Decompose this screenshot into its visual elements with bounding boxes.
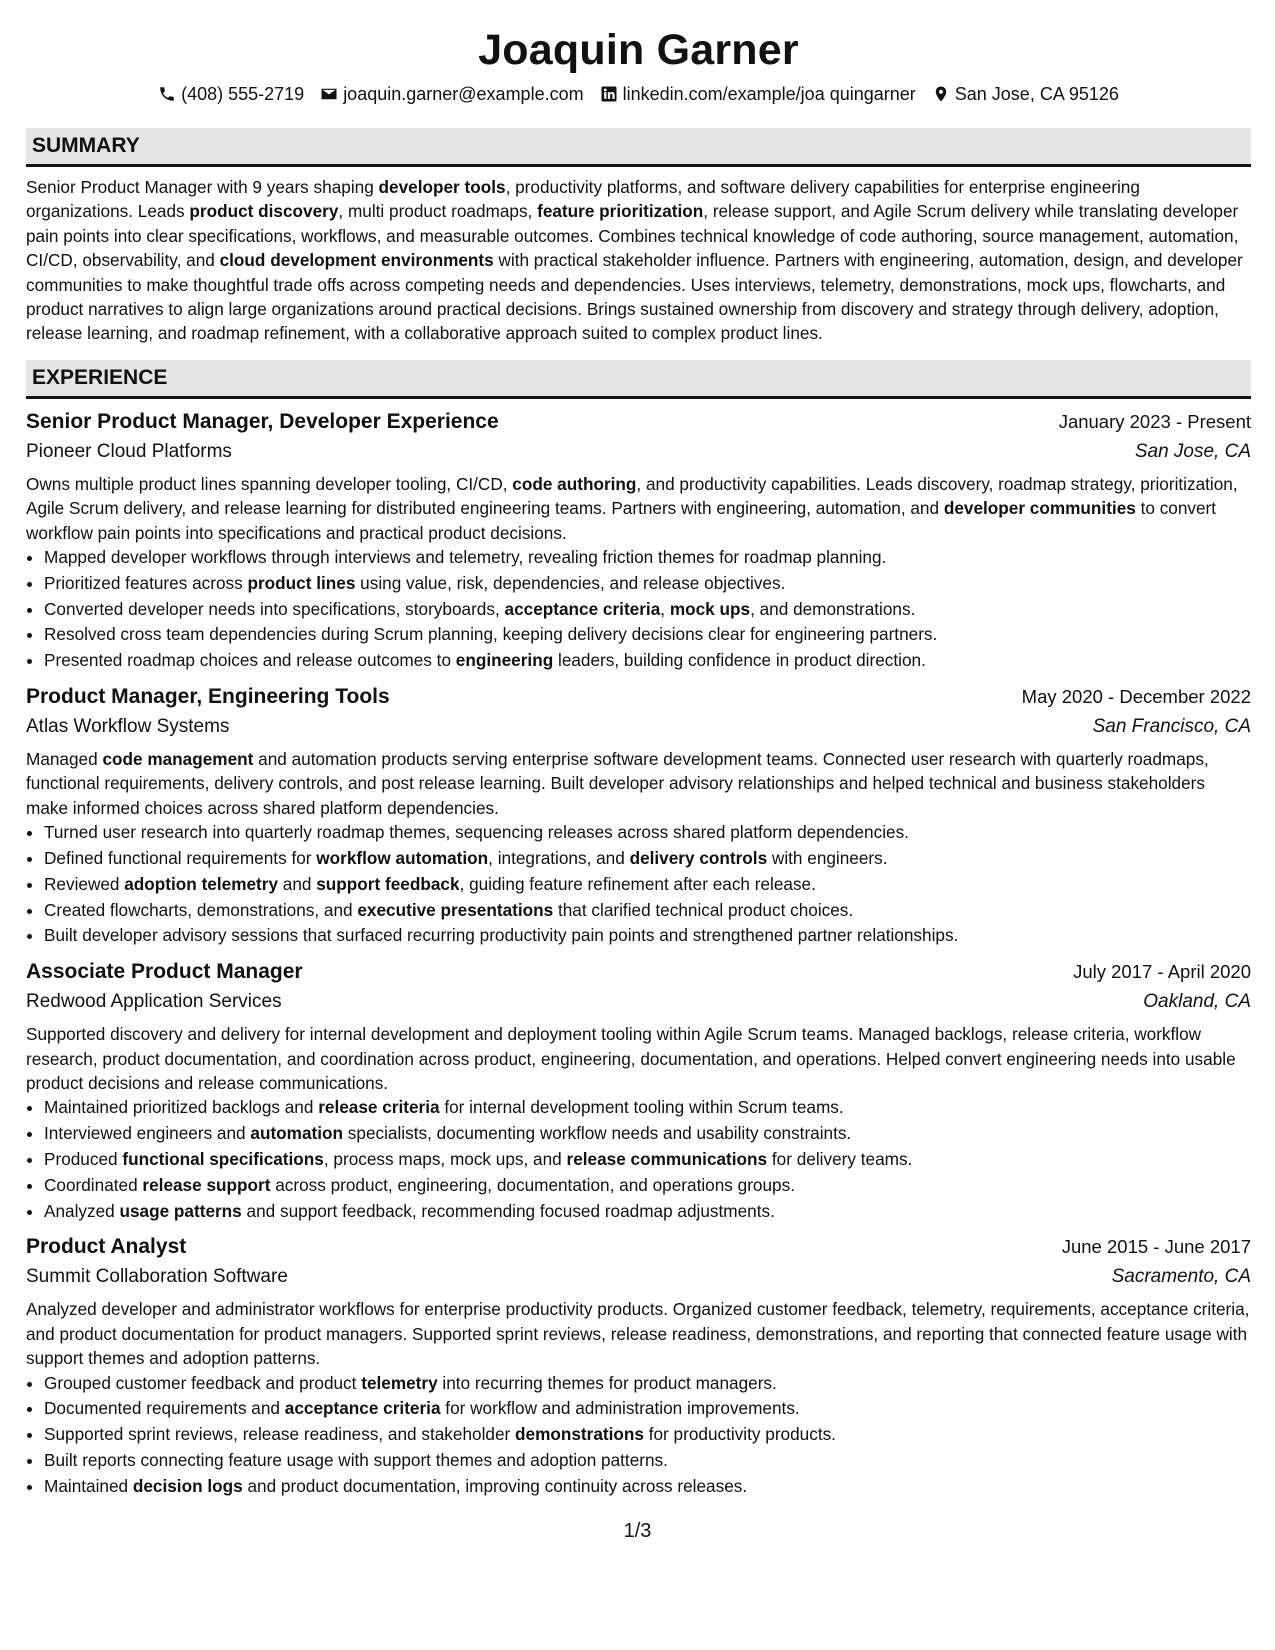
job-entry	[26, 1232, 1251, 1499]
contact-email[interactable]	[320, 84, 583, 105]
emphasis-text: mock ups	[669, 598, 751, 619]
candidate-name: Joaquin Garner	[478, 26, 799, 74]
company-name: Pioneer Cloud Platforms	[26, 440, 232, 462]
job-bullets	[26, 1095, 1251, 1224]
contact-linkedin[interactable]	[600, 84, 916, 105]
job-entry	[26, 957, 1251, 1224]
job-title: Product Analyst	[26, 1235, 187, 1259]
emphasis-text: product discovery	[189, 201, 339, 222]
emphasis-text: acceptance criteria	[504, 598, 661, 619]
page-number: 1/3	[623, 1520, 652, 1542]
job-dates: January 2023 - Present	[1058, 410, 1251, 432]
emphasis-text: engineering	[455, 650, 554, 671]
emphasis-text: automation	[250, 1123, 344, 1144]
emphasis-text: developer communities	[943, 498, 1136, 519]
summary-paragraph: Senior Product Manager with 9 years shaping developer tools, productivity platforms, and software delivery capabilities for enterprise engineering organizations. Leads product discovery, multi product roadmaps, feature prioritization, release support, and Agile Scrum delivery while translating developer pain points into clear specifications, workflows, and measurable outcomes. Combines technical knowledge of code authoring, source management, automation, CI/CD, observability, and cloud development environments with practical stakeholder influence. Partners with engineering, automation, design, and developer communities to make thoughtful trade offs across competing needs and dependencies. Uses interviews, telemetry, demonstrations, mock ups, flowcharts, and product narratives to align large organizations around practical decisions. Brings sustained ownership from discovery and strategy through delivery, adoption, release learning, and roadmap refinement, with a collaborative approach suited to complex product lines.	[26, 177, 1243, 344]
job-entry	[26, 407, 1251, 674]
emphasis-text: delivery controls	[629, 848, 768, 869]
bullet-item: • Prioritized features across product lines using value, risk, dependencies, and release objectives.	[44, 571, 1251, 597]
bullet-item: • Converted developer needs into specifications, storyboards, acceptance criteria, mock ups, and demonstrations.	[44, 597, 1251, 623]
experience-heading: EXPERIENCE	[26, 360, 1251, 399]
job-description: Managed code management and automation products serving enterprise software development teams. Connected user research with quarterly roadmaps, functional requirements, delivery controls, and post release learning. Built developer advisory relationships and helped technical and business stakeholders make informed choices across shared platform dependencies.	[26, 749, 1209, 818]
emphasis-text: product lines	[247, 572, 356, 593]
job-description: Supported discovery and delivery for internal development and deployment tooling within Agile Scrum teams. Managed backlogs, release criteria, workflow research, product documentation, and coordination across product, engineering, documentation, and operations. Helped convert engineering needs into usable product decisions and release communications.	[26, 1024, 1236, 1094]
bullet-item: • Built reports connecting feature usage with support themes and adoption patterns.	[44, 1448, 1251, 1474]
job-dates: June 2015 - June 2017	[1061, 1236, 1251, 1258]
bullet-item: • Built developer advisory sessions that surfaced recurring productivity pain points and strengthened partner relationships.	[44, 923, 1251, 949]
emphasis-text: demonstrations	[515, 1424, 644, 1445]
company-name: Summit Collaboration Software	[26, 1266, 288, 1288]
emphasis-text: code management	[102, 749, 254, 770]
bullet-item: • Reviewed adoption telemetry and support feedback, guiding feature refinement after each release.	[44, 872, 1251, 898]
contact-phone[interactable]	[158, 84, 304, 105]
contact-bar	[26, 82, 1251, 106]
job-title: Associate Product Manager	[26, 960, 303, 984]
job-description: Analyzed developer and administrator workflows for enterprise productivity products. Organized customer feedback, telemetry, requirements, acceptance criteria, and product documentation for product managers. Supported sprint reviews, release readiness, demonstrations, and reporting that connected feature usage with support themes and adoption patterns.	[26, 1299, 1250, 1369]
summary-heading: SUMMARY	[26, 128, 1251, 167]
bullet-item: • Grouped customer feedback and product telemetry into recurring themes for product managers.	[44, 1371, 1251, 1397]
job-description: Owns multiple product lines spanning developer tooling, CI/CD, code authoring, and productivity capabilities. Leads discovery, roadmap strategy, prioritization, Agile Scrum delivery, and release learning for distributed engineering teams. Partners with engineering, automation, and developer communities to convert workflow pain points into specifications and practical product decisions.	[26, 473, 1238, 543]
emphasis-text: usage patterns	[119, 1200, 242, 1221]
bullet-item: • Resolved cross team dependencies during Scrum planning, keeping delivery decisions clear for engineering partners.	[44, 622, 1251, 648]
job-title: Senior Product Manager, Developer Experience	[26, 409, 499, 433]
bullet-item: • Supported sprint reviews, release readiness, and stakeholder demonstrations for productivity products.	[44, 1422, 1251, 1448]
bullet-item: • Produced functional specifications, process maps, mock ups, and release communications for delivery teams.	[44, 1147, 1251, 1173]
phone-icon	[158, 85, 176, 103]
emphasis-text: cloud development environments	[219, 250, 494, 271]
email-text: joaquin.garner@example.com	[343, 83, 584, 104]
emphasis-text: acceptance criteria	[284, 1398, 441, 1419]
bullet-item: • Maintained prioritized backlogs and release criteria for internal development tooling within Scrum teams.	[44, 1095, 1251, 1121]
experience-list	[26, 407, 1251, 1500]
job-title: Product Manager, Engineering Tools	[26, 685, 390, 709]
emphasis-text: telemetry	[361, 1372, 438, 1393]
job-dates: May 2020 - December 2022	[1021, 686, 1251, 708]
bullet-item: • Created flowcharts, demonstrations, and executive presentations that clarified technical product choices.	[44, 898, 1251, 924]
job-location: San Jose, CA	[1134, 440, 1251, 462]
emphasis-text: decision logs	[132, 1475, 243, 1496]
emphasis-text: release criteria	[318, 1097, 440, 1118]
emphasis-text: release support	[142, 1174, 271, 1195]
bullet-item: • Defined functional requirements for workflow automation, integrations, and delivery controls with engineers.	[44, 846, 1251, 872]
emphasis-text: code authoring	[512, 473, 637, 494]
emphasis-text: developer tools	[378, 177, 506, 197]
job-location: San Francisco, CA	[1092, 716, 1251, 738]
bullet-item: • Coordinated release support across product, engineering, documentation, and operations groups.	[44, 1173, 1251, 1199]
bullet-item: • Documented requirements and acceptance criteria for workflow and administration improvements.	[44, 1396, 1251, 1422]
job-dates: July 2017 - April 2020	[1073, 961, 1251, 983]
phone-text: (408) 555-2719	[181, 83, 305, 104]
bullet-item: • Interviewed engineers and automation specialists, documenting workflow needs and usability constraints.	[44, 1121, 1251, 1147]
emphasis-text: workflow automation	[316, 848, 489, 869]
bullet-item: • Mapped developer workflows through interviews and telemetry, revealing friction themes for roadmap planning.	[44, 545, 1251, 571]
contact-location	[932, 84, 1119, 105]
envelope-icon	[320, 85, 338, 103]
job-location: Oakland, CA	[1143, 991, 1251, 1013]
job-bullets	[26, 1371, 1251, 1500]
bullet-item: • Turned user research into quarterly roadmap themes, sequencing releases across shared platform dependencies.	[44, 820, 1251, 846]
emphasis-text: executive presentations	[357, 899, 554, 920]
linkedin-text: linkedin.com/example/joa quingarner	[622, 83, 916, 104]
emphasis-text: release communications	[566, 1149, 768, 1170]
emphasis-text: support feedback	[316, 873, 460, 894]
job-bullets	[26, 545, 1251, 674]
company-name: Redwood Application Services	[26, 991, 282, 1013]
location-text: San Jose, CA 95126	[954, 83, 1119, 104]
emphasis-text: adoption telemetry	[124, 873, 279, 894]
job-entry	[26, 682, 1251, 949]
emphasis-text: feature prioritization	[537, 201, 704, 222]
bullet-item: • Analyzed usage patterns and support feedback, recommending focused roadmap adjustments.	[44, 1199, 1251, 1225]
emphasis-text: functional specifications	[122, 1149, 324, 1170]
job-bullets	[26, 820, 1251, 949]
bullet-item: • Maintained decision logs and product documentation, improving continuity across releases.	[44, 1474, 1251, 1500]
linkedin-icon	[600, 85, 618, 103]
job-location: Sacramento, CA	[1111, 1266, 1251, 1288]
bullet-item: • Presented roadmap choices and release outcomes to engineering leaders, building confidence in product direction.	[44, 648, 1251, 674]
resume-page	[26, 0, 1251, 1500]
company-name: Atlas Workflow Systems	[26, 716, 230, 738]
map-pin-icon	[932, 85, 950, 103]
